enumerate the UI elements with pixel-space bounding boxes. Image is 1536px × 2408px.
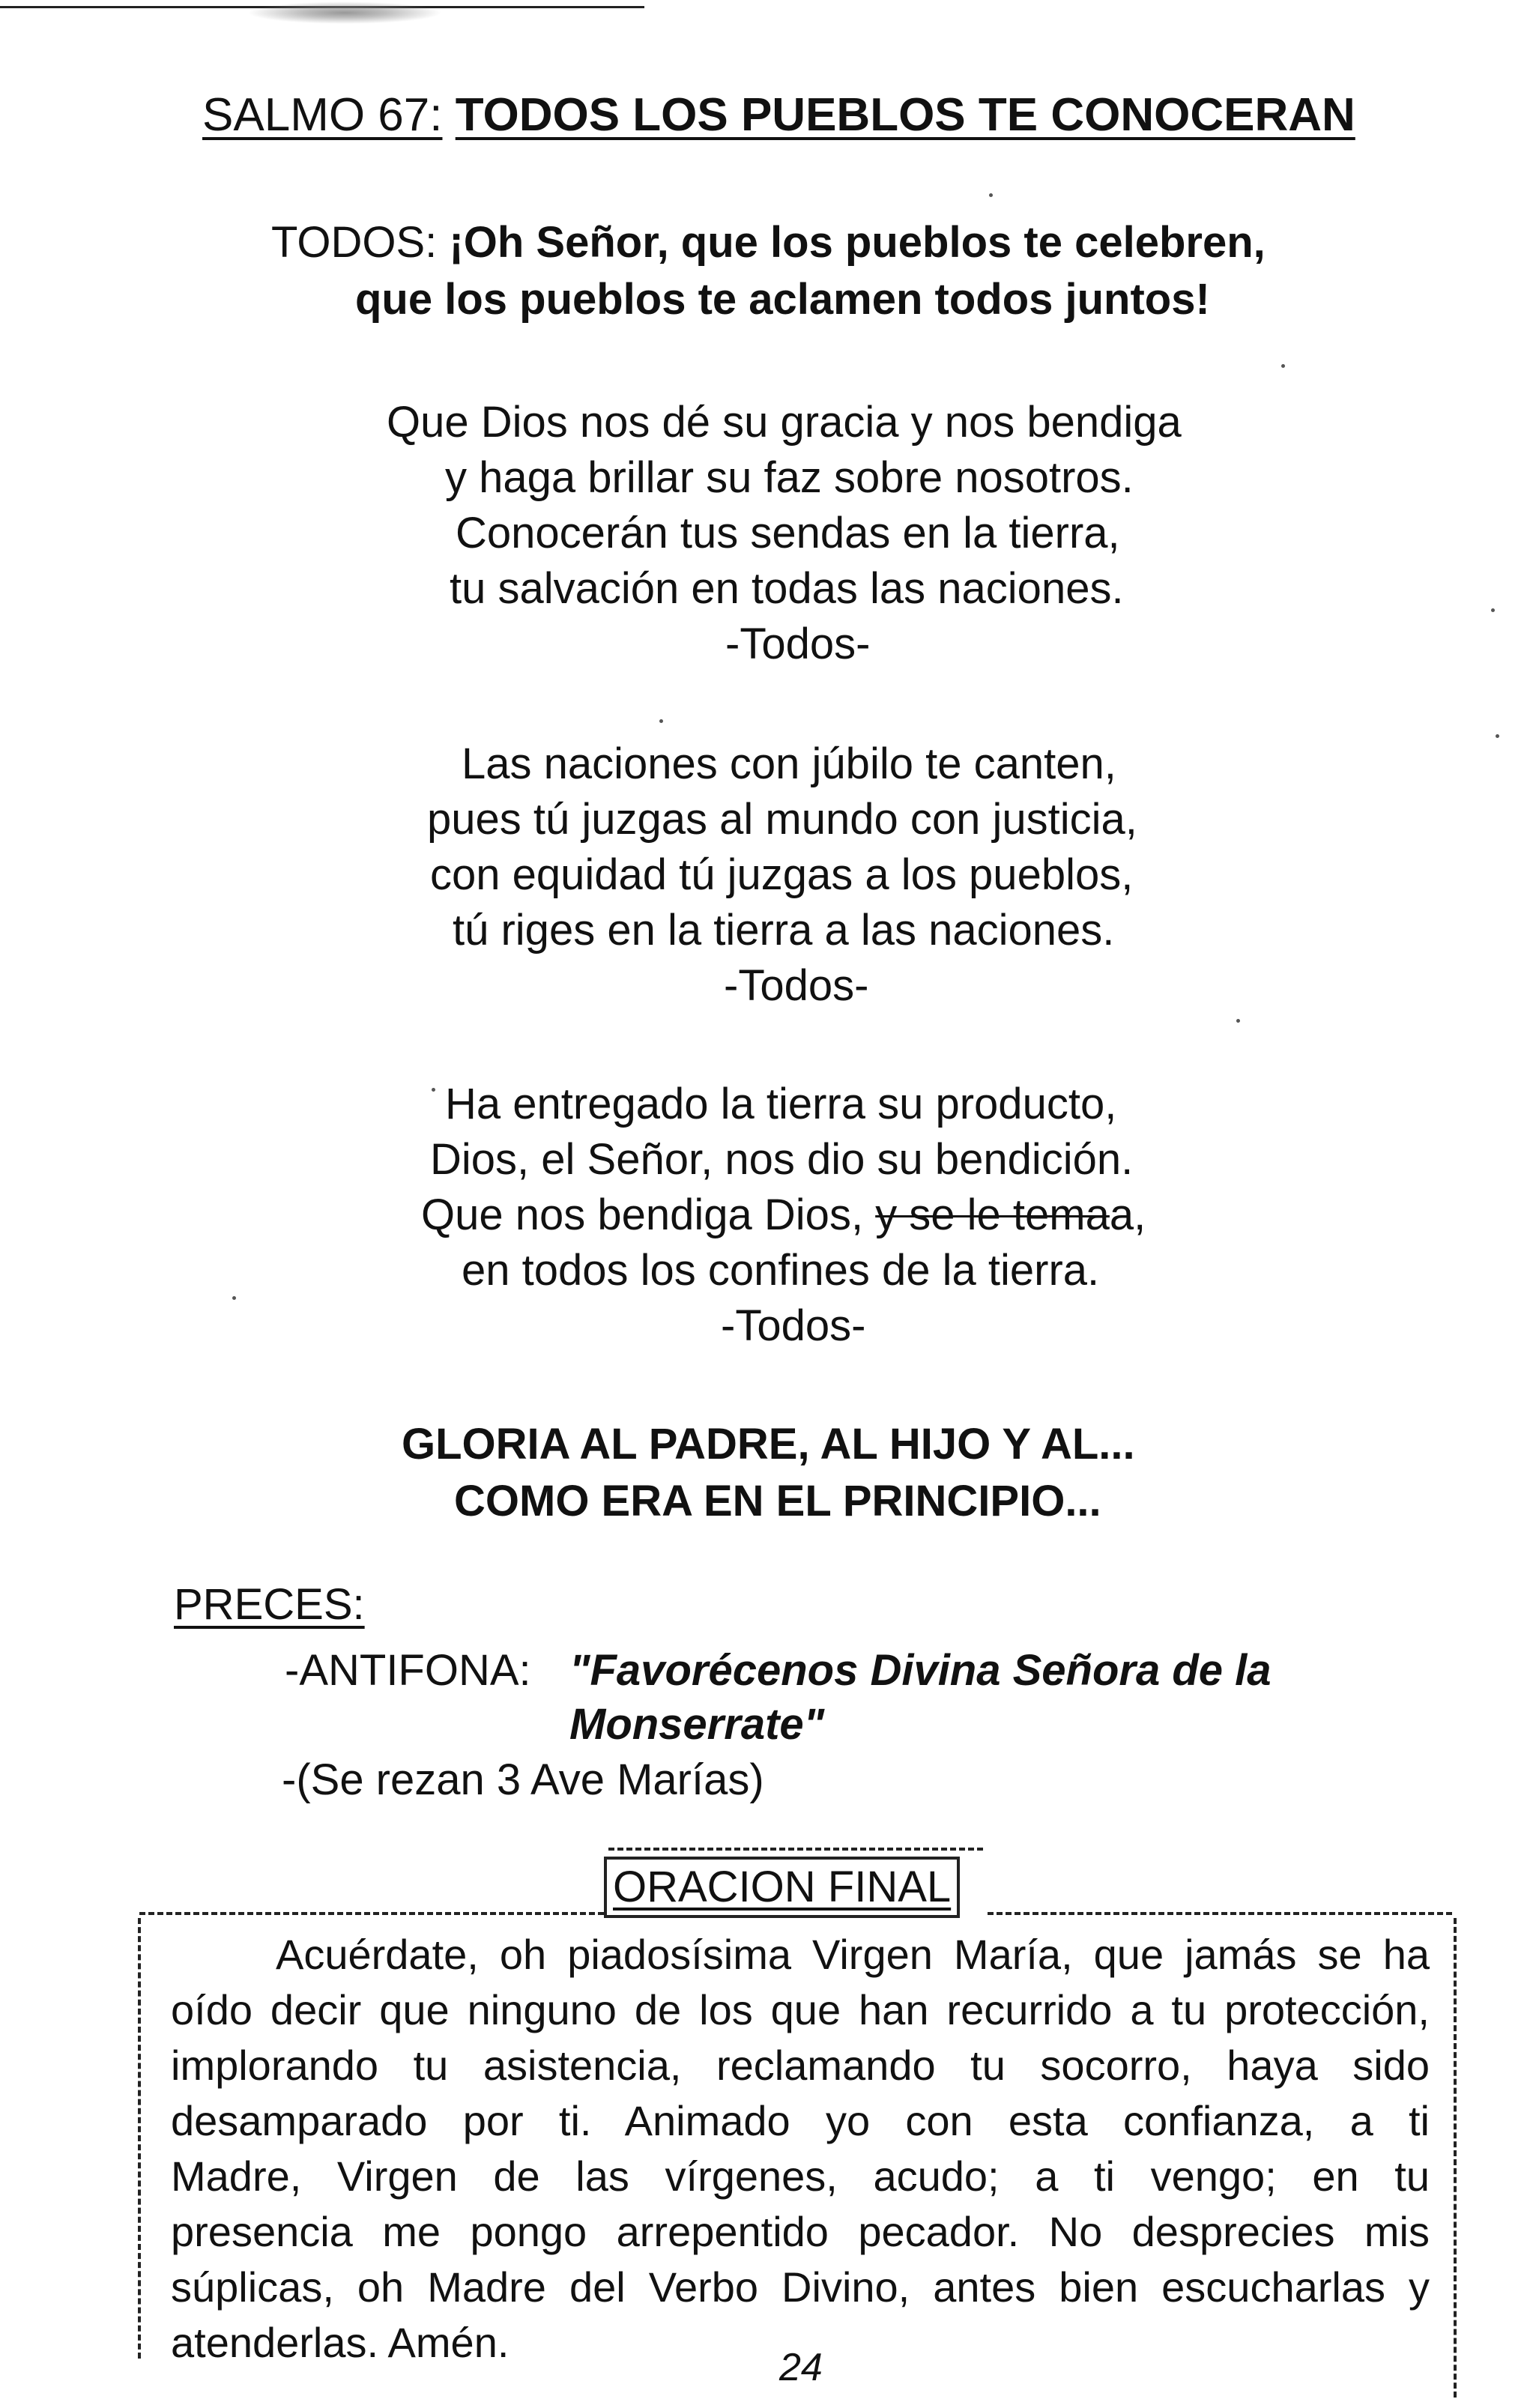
stanza-1-line-1: Que Dios nos dé su gracia y nos bendiga xyxy=(387,398,1182,447)
stanza-3-line-3-text: Que nos bendiga Dios, xyxy=(421,1191,864,1239)
stanza-2-line-3: con equidad tú juzgas a los pueblos, xyxy=(430,850,1134,899)
page-number: 24 xyxy=(779,2346,823,2389)
scan-speck xyxy=(1491,608,1495,612)
oracion-final-heading xyxy=(604,1857,960,1918)
heading-top-dash xyxy=(608,1848,983,1851)
box-left-dash xyxy=(138,1918,141,2359)
stanza-2-line-1: Las naciones con júbilo te canten, xyxy=(462,739,1116,788)
prayer-line-3: implorando tu asistencia, reclamando tu socorro, haya sido xyxy=(171,2042,1430,2089)
psalm-title xyxy=(202,88,1476,142)
gloria-line-2: COMO ERA EN EL PRINCIPIO... xyxy=(454,1477,1101,1525)
antifona-line-2: Monserrate" xyxy=(569,1700,825,1749)
ave-maria-note: -(Se rezan 3 Ave Marías) xyxy=(282,1755,764,1804)
prayer-line-4: desamparado por ti. Animado yo con esta confianza, a ti xyxy=(171,2097,1430,2144)
stanza-3-line-3-end: a, xyxy=(1109,1191,1146,1239)
oracion-final-title: ORACION FINAL xyxy=(613,1863,952,1911)
stanza-3-refrain: -Todos- xyxy=(721,1301,866,1350)
stanza-3-line-1: Ha entregado la tierra su producto, xyxy=(445,1080,1117,1128)
stanza-1-line-3: Conocerán tus sendas en la tierra, xyxy=(456,509,1120,557)
prayer-line-2: oído decir que ninguno de los que han recurrido a tu protección, xyxy=(171,1986,1430,2033)
prayer-line-6: presencia me pongo arrepentido pecador. No desprecies mis xyxy=(171,2208,1430,2255)
response-line-1 xyxy=(271,217,1266,267)
stanza-1-refrain: -Todos- xyxy=(725,620,871,668)
box-right-dash xyxy=(1454,1918,1457,2398)
preces-heading: PRECES: xyxy=(174,1580,365,1629)
prayer-line-5: Madre, Virgen de las vírgenes, acudo; a ti vengo; en tu xyxy=(171,2153,1430,2200)
stanza-3-line-2: Dios, el Señor, nos dio su bendición. xyxy=(430,1135,1134,1184)
scan-speck xyxy=(1496,734,1499,738)
scan-speck xyxy=(432,1088,435,1092)
psalm-number: SALMO 67: xyxy=(202,89,443,141)
stanza-1-line-4: tu salvación en todas las naciones. xyxy=(450,564,1124,613)
prayer-line-7: súplicas, oh Madre del Verbo Divino, antes bien escucharlas y xyxy=(171,2263,1430,2311)
scan-speck xyxy=(659,719,663,723)
box-top-right-dash xyxy=(988,1912,1452,1915)
scan-speck xyxy=(989,193,993,197)
stanza-2-refrain: -Todos- xyxy=(724,961,869,1010)
scan-speck xyxy=(1281,364,1285,368)
box-top-left-dash xyxy=(139,1912,604,1915)
stanza-3-line-4: en todos los confines de la tierra. xyxy=(462,1246,1100,1295)
gloria-line-1: GLORIA AL PADRE, AL HIJO Y AL... xyxy=(402,1420,1135,1468)
response-label: TODOS: xyxy=(271,218,438,267)
antifona-line-1: "Favorécenos Divina Señora de la xyxy=(569,1646,1272,1695)
prayer-line-1: Acuérdate, oh piadosísima Virgen María, que jamás se ha xyxy=(276,1931,1430,1978)
stanza-2-line-2: pues tú juzgas al mundo con justicia, xyxy=(427,795,1137,844)
scan-speck xyxy=(1236,1019,1240,1023)
scan-speck xyxy=(232,1296,236,1300)
struck-text: y se le tema xyxy=(875,1191,1110,1239)
response-text-1: ¡Oh Señor, que los pueblos te celebren, xyxy=(449,218,1266,267)
scan-blot xyxy=(247,1,442,24)
psalm-subtitle: TODOS LOS PUEBLOS TE CONOCERAN xyxy=(455,89,1355,141)
stanza-3-line-3 xyxy=(421,1190,1146,1240)
antifona-label: -ANTIFONA: xyxy=(285,1646,531,1695)
stanza-1-line-2: y haga brillar su faz sobre nosotros. xyxy=(445,453,1134,502)
response-line-2: que los pueblos te aclamen todos juntos! xyxy=(355,275,1210,324)
stanza-2-line-4: tú riges en la tierra a las naciones. xyxy=(453,906,1115,955)
prayer-line-8: atenderlas. Amén. xyxy=(171,2319,510,2366)
